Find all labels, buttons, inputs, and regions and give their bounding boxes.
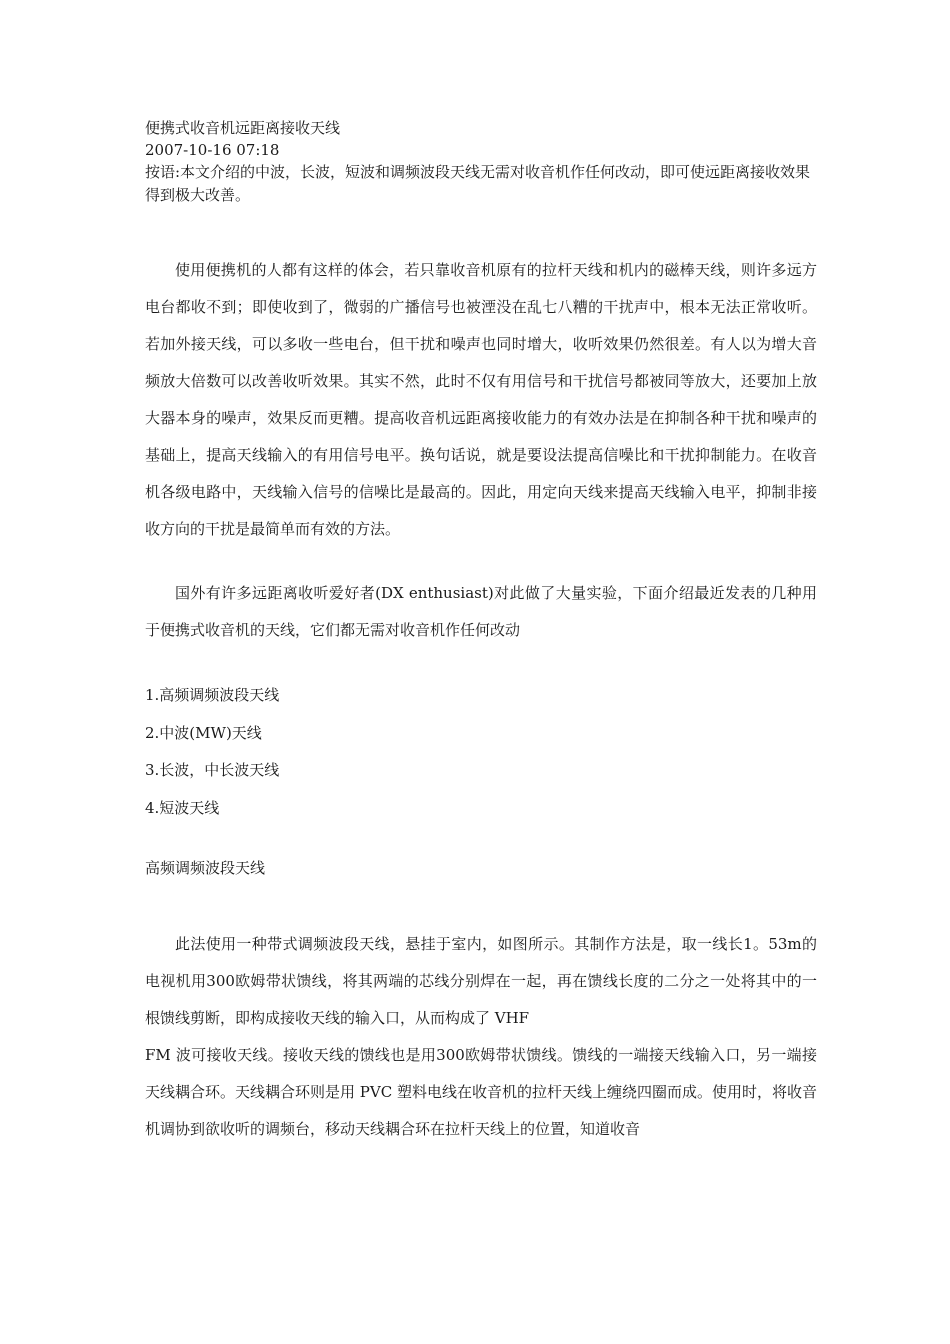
paragraph-1: 使用便携机的人都有这样的体会，若只靠收音机原有的拉杆天线和机内的磁棒天线，则许多远方电台都收不到；即使收到了，微弱的广播信号也被湮没在乱七八糟的干扰声中，根本无法正常收听。若加外接天线，可以多收一些电台，但干扰和噪声也同时增大，收听效果仍然很差。有人以为增大音频放大倍数可以改善收听效果。其实不然，此时不仅有用信号和干扰信号都被同等放大，还要加上放大器本身的噪声，效果反而更糟。提高收音机远距离接收能力的有效办法是在抑制各种干扰和噪声的基础上，提高天线输入的有用信号电平。换句话说，就是要设法提高信噪比和干扰抑制能力。在收音机各级电路中，天线输入信号的信噪比是最高的。因此，用定向天线来提高天线输入电平，抑制非接收方向的干扰是最简单而有效的方法。: [145, 261, 817, 538]
editor-note: 按语:本文介绍的中波，长波，短波和调频波段天线无需对收音机作任何改动，即可使远距离接收效果得到极大改善。: [145, 163, 811, 204]
paragraph-3-part-b: FM 波可接收天线。接收天线的馈线也是用300欧姆带状馈线。馈线的一端接天线输入口，另一端接天线耦合环。天线耦合环则是用 PVC 塑料电线在收音机的拉杆天线上缠绕四圈而成。使用时，将收音机调协到欲收听的调频台，移动天线耦合环在拉杆天线上的位置，知道收音: [145, 1046, 817, 1138]
document-page: [145, 117, 817, 1148]
article-title: 便携式收音机远距离接收天线: [145, 119, 341, 137]
list-item: 1.高频调频波段天线: [145, 686, 280, 704]
list-item: 4.短波天线: [145, 798, 220, 817]
paragraph-2: 国外有许多远距离收听爱好者(DX enthusiast)对此做了大量实验，下面介绍最近发表的几种用于便携式收音机的天线，它们都无需对收音机作任何改动: [145, 584, 817, 639]
list-item: 3.长波，中长波天线: [145, 761, 280, 779]
antenna-list: [145, 677, 817, 827]
list-item: 2.中波(MW)天线: [145, 723, 262, 742]
paragraph-3-part-a: 此法使用一种带式调频波段天线，悬挂于室内，如图所示。其制作方法是，取一线长1。53m的电视机用300欧姆带状馈线，将其两端的芯线分别焊在一起，再在馈线长度的二分之一处将其中的一根馈线剪断，即构成接收天线的输入口，从而构成了 VHF: [145, 935, 817, 1027]
article-date: 2007-10-16 07:18: [145, 141, 280, 159]
section-heading: 高频调频波段天线: [145, 859, 266, 877]
